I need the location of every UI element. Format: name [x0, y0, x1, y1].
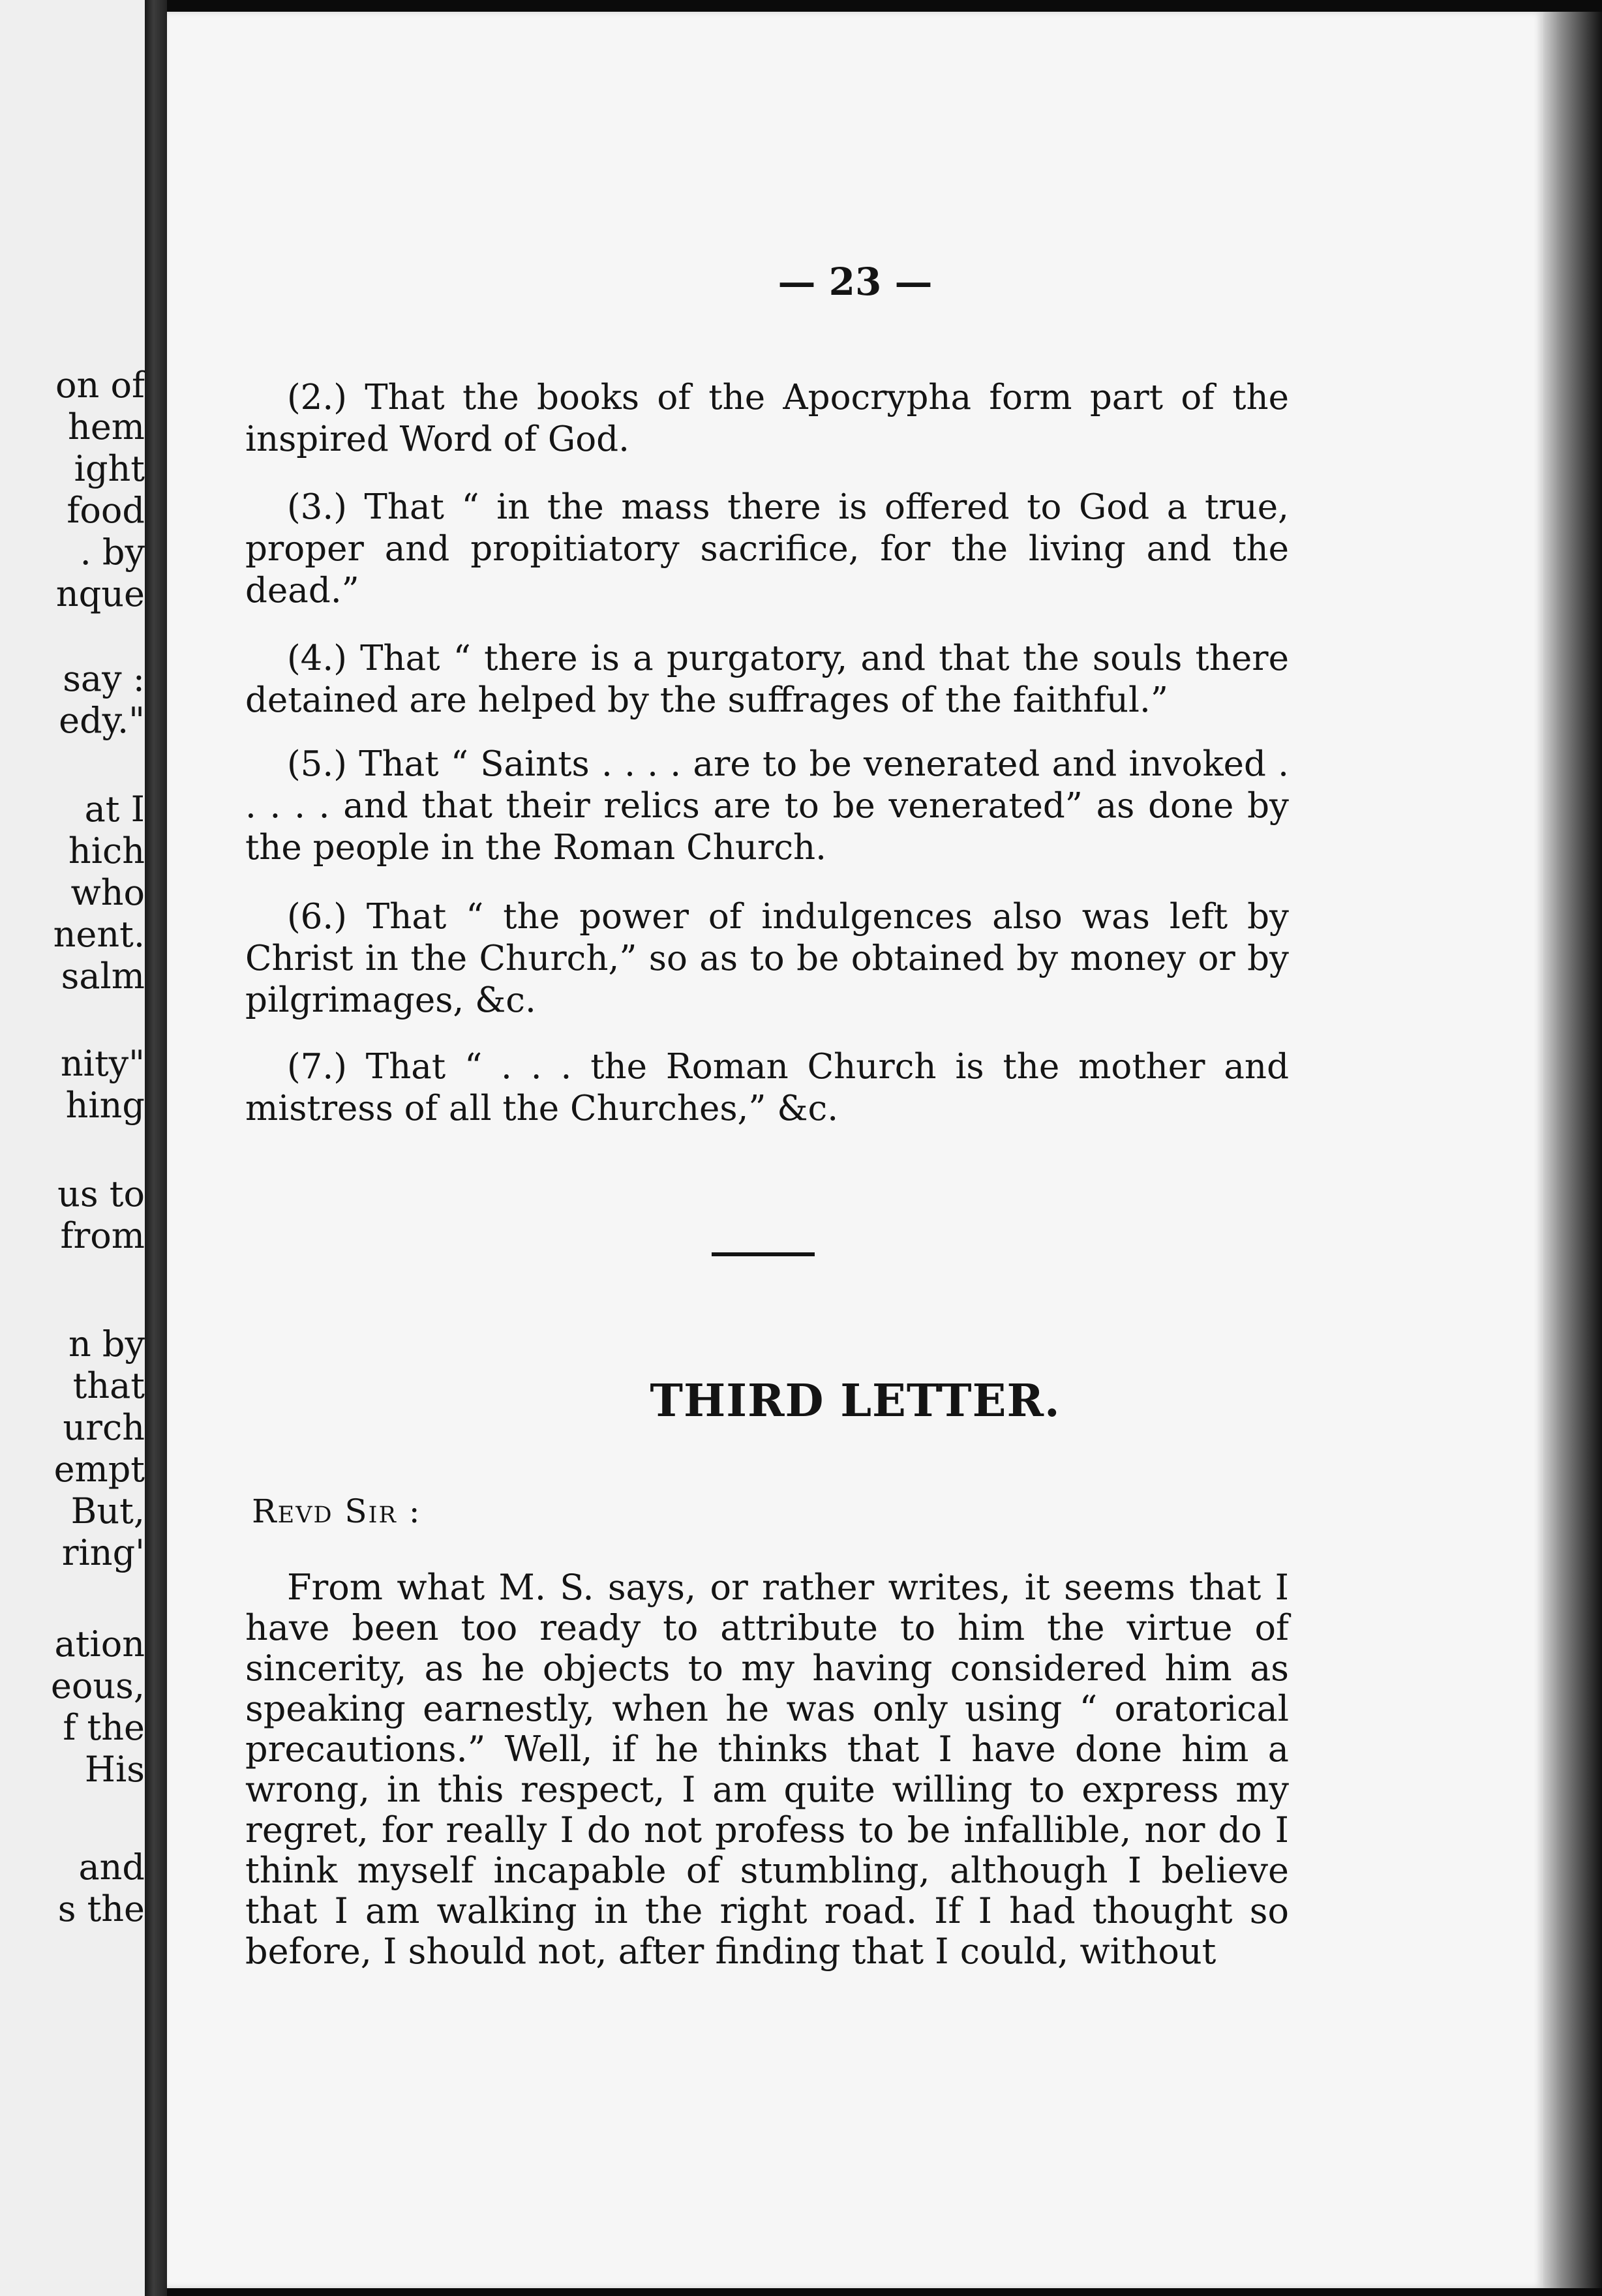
facing-page-text-fragment: f the — [63, 1707, 145, 1748]
facing-page-text-fragment: His — [84, 1749, 145, 1790]
list-item-6: (6.) That “ the power of indulgences also was left by Christ in the Church,” so as to be obtained by money or by pilgrimages, &c. — [245, 897, 1289, 1020]
facing-page-text-fragment: hich — [68, 830, 145, 871]
facing-page-text-fragment: on of — [55, 365, 145, 406]
facing-page-text-fragment: nent. — [53, 914, 145, 955]
facing-page-text-fragment: s the — [57, 1888, 145, 1929]
section-divider — [712, 1252, 815, 1256]
facing-page-text-fragment: hem — [68, 406, 145, 447]
facing-page-text-fragment: urch — [63, 1407, 145, 1448]
page-number: — 23 — — [778, 260, 933, 304]
facing-page-text-fragment: n by — [68, 1323, 145, 1365]
section-heading: THIRD LETTER. — [650, 1375, 1061, 1427]
facing-page-text-fragment: and — [78, 1847, 145, 1888]
facing-page-text-fragment: empt — [53, 1449, 145, 1490]
book-page — [167, 12, 1543, 2288]
facing-page-text-fragment: nity" — [60, 1043, 145, 1084]
facing-page-text-fragment: say : — [63, 658, 145, 699]
facing-page-text-fragment: ight — [74, 448, 145, 489]
facing-page-text-fragment: that — [72, 1365, 145, 1406]
facing-page-text-fragment: ring' — [61, 1532, 145, 1573]
facing-page-text-fragment: from — [60, 1215, 145, 1256]
facing-page-text-fragment: edy." — [59, 700, 145, 741]
facing-page-text-fragment: . by — [80, 532, 145, 573]
facing-page-text-fragment: who — [70, 872, 145, 913]
list-item-4: (4.) That “ there is a purgatory, and that the souls there detained are helped by the suffrages of the faithful.” — [245, 639, 1289, 720]
facing-page-text-fragment: food — [67, 490, 145, 531]
list-item-5: (5.) That “ Saints . . . . are to be venerated and invoked . . . . . and that their relics are to be venerated” as done by the people in the Roman Church. — [245, 744, 1289, 868]
facing-page-text-fragment: eous, — [50, 1665, 145, 1706]
list-item-2: (2.) That the books of the Apocrypha form part of the inspired Word of God. — [245, 378, 1289, 459]
letter-body-paragraph: From what M. S. says, or rather writes, it seems that I have been too ready to attribute to him the virtue of sincerity, as he objects to my having considered him as speaking earnestly, when he was only using “ oratorical precautions.” Well, if he thinks that I have done him a wrong, in this respect, I am quite willing to express my regret, for really I do not profess to be infallible, nor do I think myself incapable of stumbling, although I believe that I am walking in the right road. If I had thought so before, I should not, after finding that I could, without — [245, 1567, 1289, 1972]
facing-page-text-fragment: ation — [54, 1624, 145, 1665]
page-edge-shadow — [1543, 12, 1602, 2288]
facing-page-text-fragment: But, — [70, 1490, 145, 1532]
list-item-7: (7.) That “ . . . the Roman Church is the mother and mistress of all the Churches,” &c. — [245, 1047, 1289, 1128]
book-gutter — [145, 0, 167, 2296]
facing-page-text-fragment: us to — [57, 1173, 145, 1215]
list-item-3: (3.) That “ in the mass there is offered to God a true, proper and propitiatory sacrifice, for the living and the dead.” — [245, 487, 1289, 611]
facing-page-text-fragment: hing — [65, 1085, 145, 1126]
salutation: Revd Sir : — [252, 1492, 421, 1530]
facing-page-fragment — [0, 0, 145, 2296]
facing-page-text-fragment: at I — [84, 789, 145, 830]
facing-page-text-fragment: salm — [61, 956, 145, 997]
facing-page-text-fragment: nque — [55, 573, 145, 614]
